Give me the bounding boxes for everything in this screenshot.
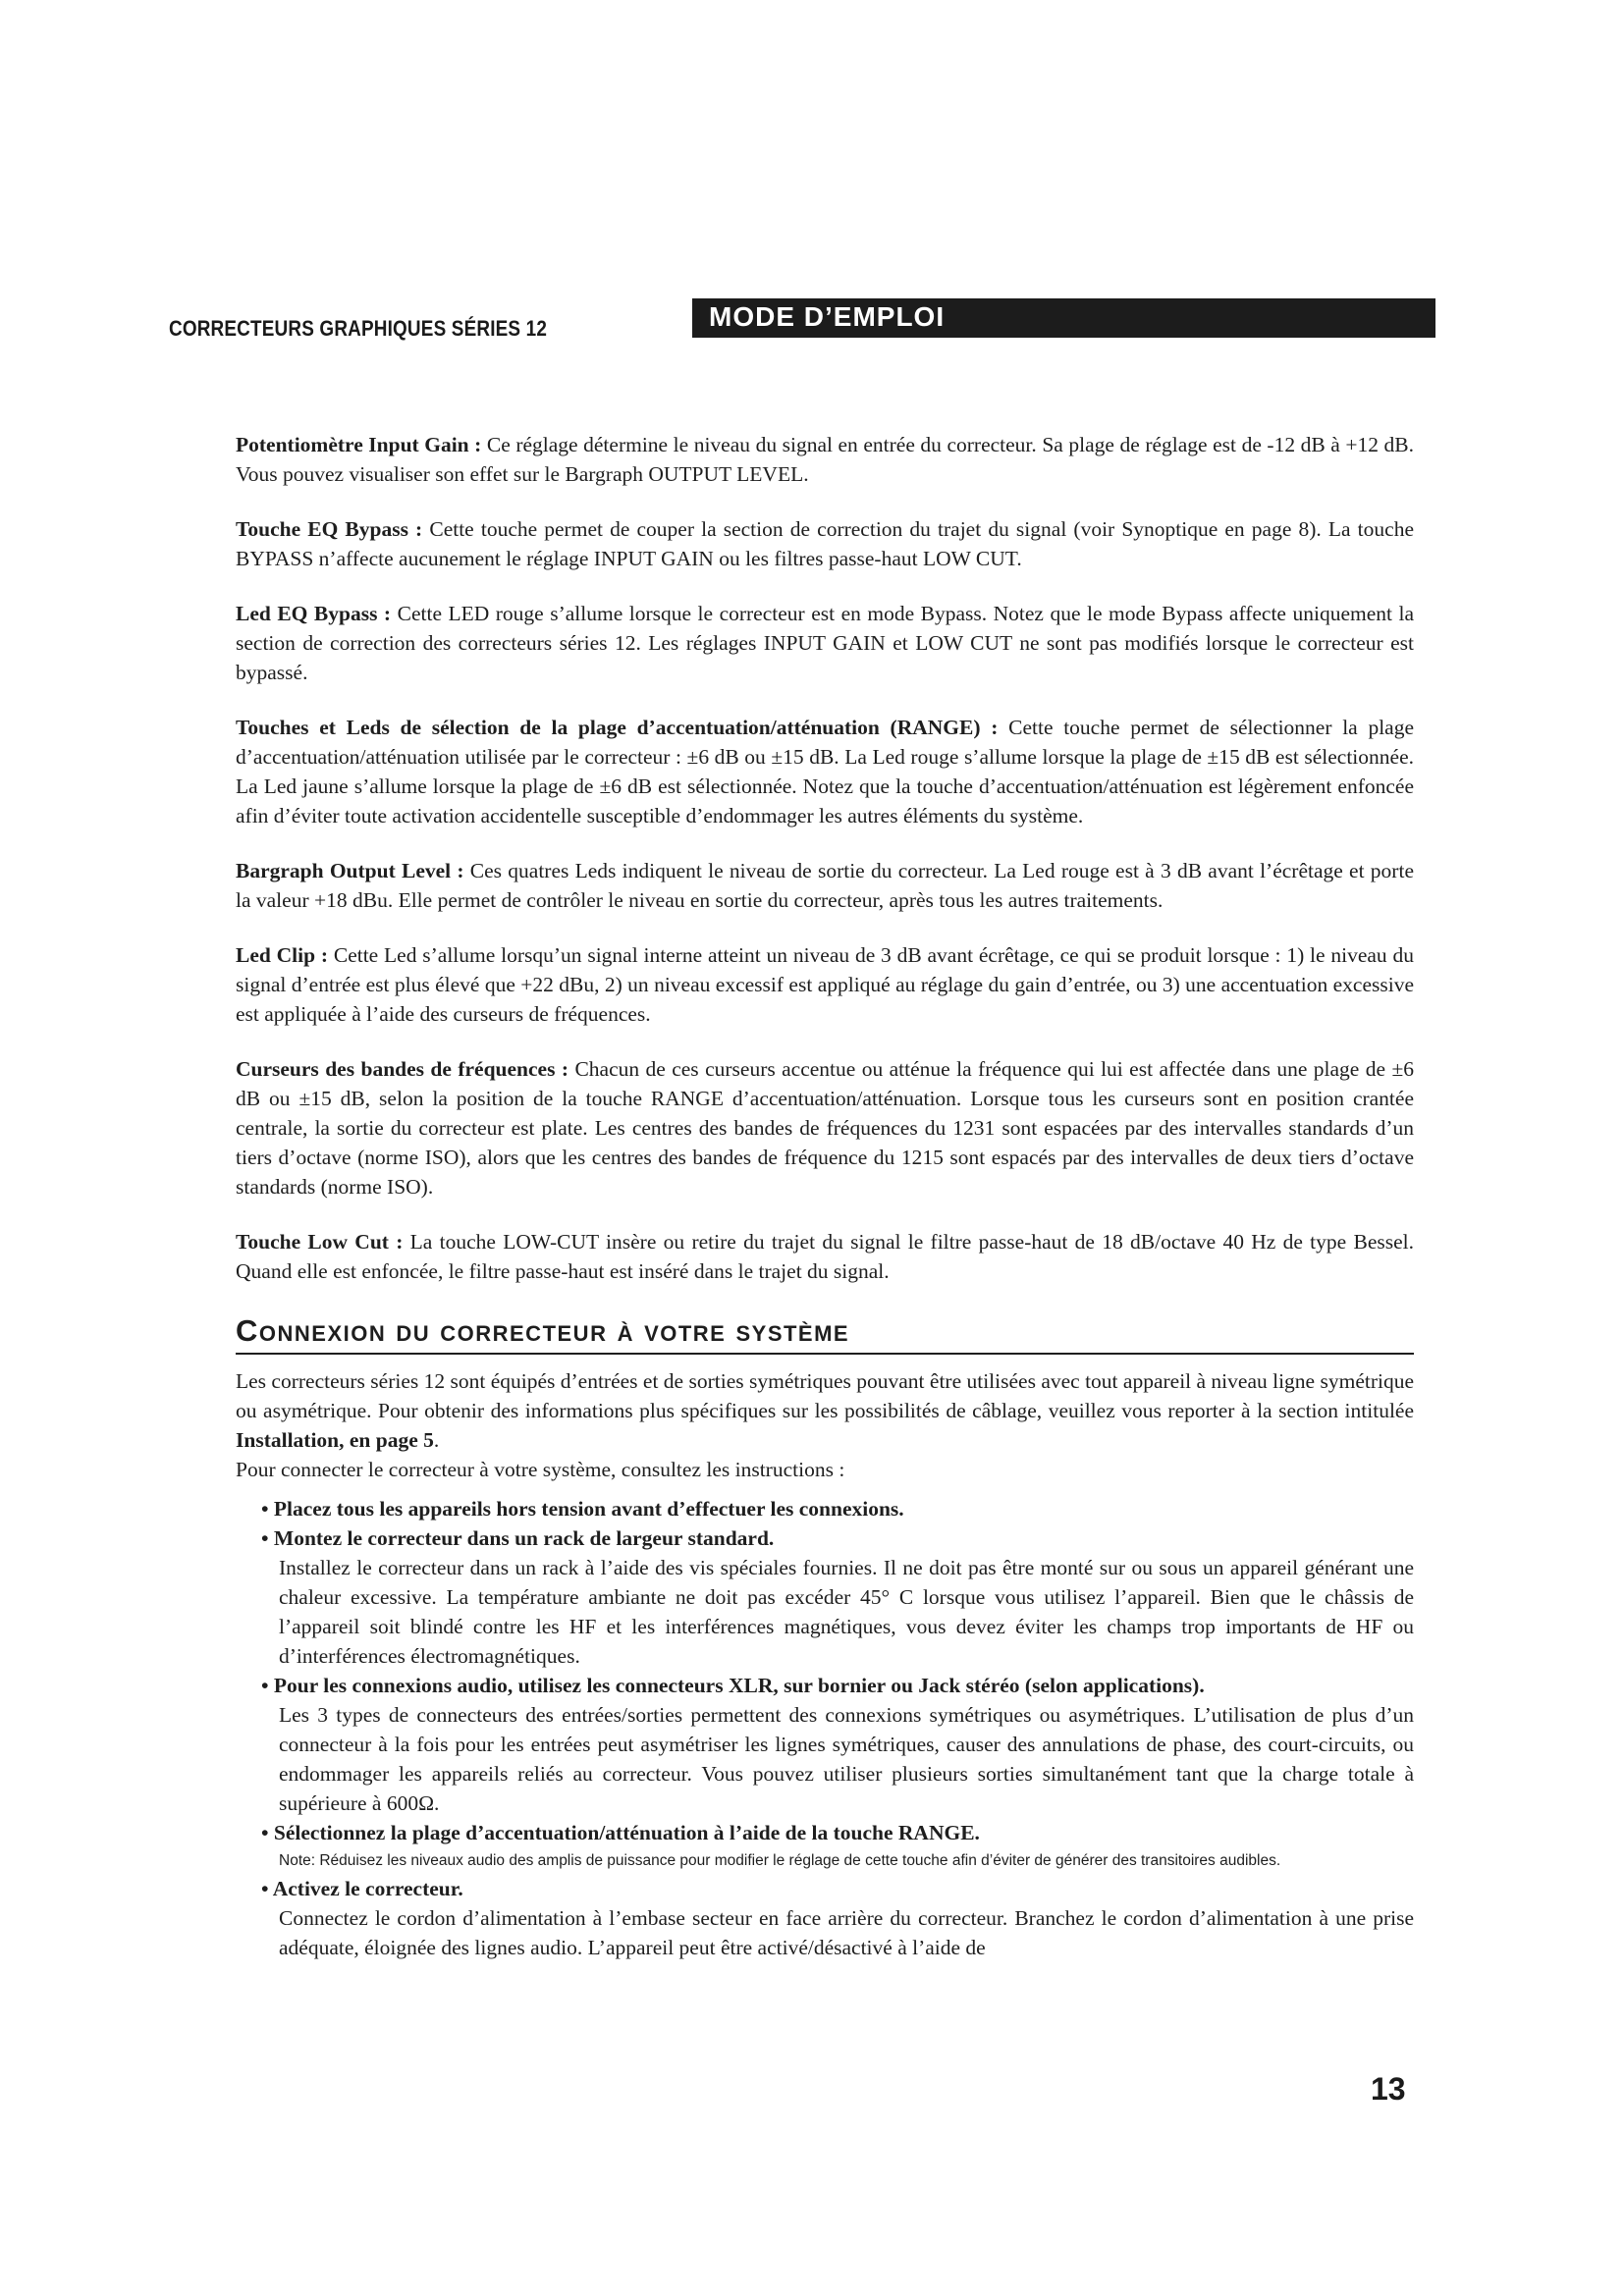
term-label: Curseurs des bandes de fréquences : bbox=[236, 1057, 569, 1081]
step-title: • Montez le correcteur dans un rack de largeur standard. bbox=[261, 1526, 775, 1550]
term-label: Potentiomètre Input Gain : bbox=[236, 433, 482, 456]
intro-reference: Installation, en page 5 bbox=[236, 1428, 434, 1452]
page-content bbox=[236, 430, 1414, 1962]
paragraph-low-cut bbox=[236, 1227, 1414, 1286]
running-header-title: CORRECTEURS GRAPHIQUES SÉRIES 12 bbox=[169, 316, 548, 341]
section-intro bbox=[236, 1366, 1414, 1484]
term-label: Led Clip : bbox=[236, 943, 329, 967]
step-note: Note: Réduisez les niveaux audio des amplis de puissance pour modifier le réglage de cette touche afin d’éviter de générer des transitoires audibles. bbox=[279, 1852, 1281, 1869]
term-label: Touche EQ Bypass : bbox=[236, 517, 423, 541]
step-title: • Activez le correcteur. bbox=[261, 1877, 463, 1900]
paragraph-eq-bypass-button bbox=[236, 514, 1414, 573]
paragraph-input-gain bbox=[236, 430, 1414, 489]
term-label: Led EQ Bypass : bbox=[236, 602, 392, 625]
term-label: Touches et Leds de sélection de la plage d’accentuation/atténuation (RANGE) : bbox=[236, 716, 999, 739]
paragraph-range bbox=[236, 713, 1414, 830]
term-label: Bargraph Output Level : bbox=[236, 859, 464, 882]
paragraph-text: Cette LED rouge s’allume lorsque le correcteur est en mode Bypass. Notez que le mode Bypass affecte uniquement la section de correction des correcteurs séries 12. Les réglages INPUT GAIN et LOW CUT ne sont pas modifiés lorsque le correcteur est bypassé. bbox=[236, 602, 1414, 684]
paragraph-text: Cette touche permet de couper la section de correction du trajet du signal (voir Synoptique en page 8). La touche BYPASS n’affecte aucunement le réglage INPUT GAIN ou les filtres passe-haut LOW CUT. bbox=[236, 517, 1414, 570]
paragraph-text: Cette Led s’allume lorsqu’un signal interne atteint un niveau de 3 dB avant écrêtage, ce qui se produit lorsque : 1) le niveau du signal d’entrée est plus élevé que +22 dBu, 2) un niveau excessif est appliqué au réglage du gain d’entrée, ou 3) une accentuation excessive est appliquée à l’aide des curseurs de fréquences. bbox=[236, 943, 1414, 1026]
section-heading: Connexion du correcteur à votre système bbox=[236, 1311, 1414, 1355]
step-title: • Pour les connexions audio, utilisez les connecteurs XLR, sur bornier ou Jack stéréo (selon applications). bbox=[261, 1674, 1205, 1697]
paragraph-output-level bbox=[236, 856, 1414, 915]
step-title: • Sélectionnez la plage d’accentuation/atténuation à l’aide de la touche RANGE. bbox=[261, 1821, 980, 1844]
step-body: Connectez le cordon d’alimentation à l’embase secteur en face arrière du correcteur. Branchez le cordon d’alimentation à une prise adéquate, éloignée des lignes audio. L’appareil peut être activé/désactivé à l’aide de bbox=[279, 1906, 1414, 1959]
header-bar-label: MODE D’EMPLOI bbox=[709, 301, 946, 332]
intro-end: . bbox=[433, 1428, 440, 1452]
term-label: Touche Low Cut : bbox=[236, 1230, 404, 1254]
step-title: • Placez tous les appareils hors tension avant d’effectuer les connexions. bbox=[261, 1497, 904, 1521]
intro-text: Les correcteurs séries 12 sont équipés d’entrées et de sorties symétriques pouvant être utilisées avec tout appareil à niveau ligne symétrique ou asymétrique. Pour obtenir des informations plus spécifiques sur les possibilités de câblage, veuillez vous reporter à la section intitulée bbox=[236, 1369, 1415, 1422]
page-number: 13 bbox=[1371, 2071, 1406, 2107]
paragraph-text: Ce réglage détermine le niveau du signal en entrée du correcteur. Sa plage de réglage est de -12 dB à +12 dB. Vous pouvez visualiser son effet sur le Bargraph OUTPUT LEVEL. bbox=[236, 433, 1414, 486]
steps-list bbox=[236, 1494, 1414, 1962]
paragraph-text: Chacun de ces curseurs accentue ou atténue la fréquence qui lui est affectée dans une plage de ±6 dB ou ±15 dB, selon la position de la touche RANGE d’accentuation/atténuation. Lorsque tous les curseurs sont en position crantée centrale, la sortie du correcteur est plate. Les centres des bandes de fréquences du 1231 sont espacées par des intervalles standards d’un tiers d’octave (norme ISO), alors que les centres des bandes de fréquence du 1215 sont espacés par des intervalles de deux tiers d’octave standards (norme ISO). bbox=[236, 1057, 1414, 1199]
paragraph-led-clip bbox=[236, 940, 1414, 1029]
step-body: Les 3 types de connecteurs des entrées/sorties permettent des connexions symétriques ou asymétriques. L’utilisation de plus d’un connecteur à la fois pour les entrées peut asymétriser les lignes symétriques, causer des annulations de phase, des court-circuits, ou endommager les appareils reliés au correcteur. Vous pouvez utiliser plusieurs sorties simultanément tant que la charge totale à supérieure à 600Ω. bbox=[279, 1703, 1414, 1815]
paragraph-frequency-sliders bbox=[236, 1054, 1414, 1201]
paragraph-eq-bypass-led bbox=[236, 599, 1414, 687]
step-body: Installez le correcteur dans un rack à l’aide des vis spéciales fournies. Il ne doit pas être monté sur ou sous un appareil générant une chaleur excessive. La température ambiante ne doit pas excéder 45° C lorsque vous utilisez l’appareil. Bien que le châssis de l’appareil soit blindé contre les HF et les interférences magnétiques, vous devez éviter les champs trop importants de HF ou d’interférences électromagnétiques. bbox=[279, 1556, 1414, 1668]
intro-paragraph bbox=[236, 1366, 1414, 1455]
intro-instructions: Pour connecter le correcteur à votre système, consultez les instructions : bbox=[236, 1458, 845, 1481]
paragraph-text: Ces quatres Leds indiquent le niveau de sortie du correcteur. La Led rouge est à 3 dB avant l’écrêtage et porte la valeur +18 dBu. Elle permet de contrôler le niveau en sortie du correcteur, après tous les autres traitements. bbox=[236, 859, 1414, 912]
paragraph-text: La touche LOW-CUT insère ou retire du trajet du signal le filtre passe-haut de 18 dB/octave 40 Hz de type Bessel. Quand elle est enfoncée, le filtre passe-haut est inséré dans le trajet du signal. bbox=[236, 1230, 1414, 1283]
paragraph-text: Cette touche permet de sélectionner la plage d’accentuation/atténuation utilisée par le correcteur : ±6 dB ou ±15 dB. La Led rouge s’allume lorsque la plage de ±15 dB est sélectionnée. La Led jaune s’allume lorsque la plage de ±6 dB est sélectionnée. Notez que la touche d’accentuation/atténuation est légèrement enfoncée afin d’éviter toute activation accidentelle susceptible d’endommager les autres éléments du système. bbox=[236, 716, 1415, 828]
